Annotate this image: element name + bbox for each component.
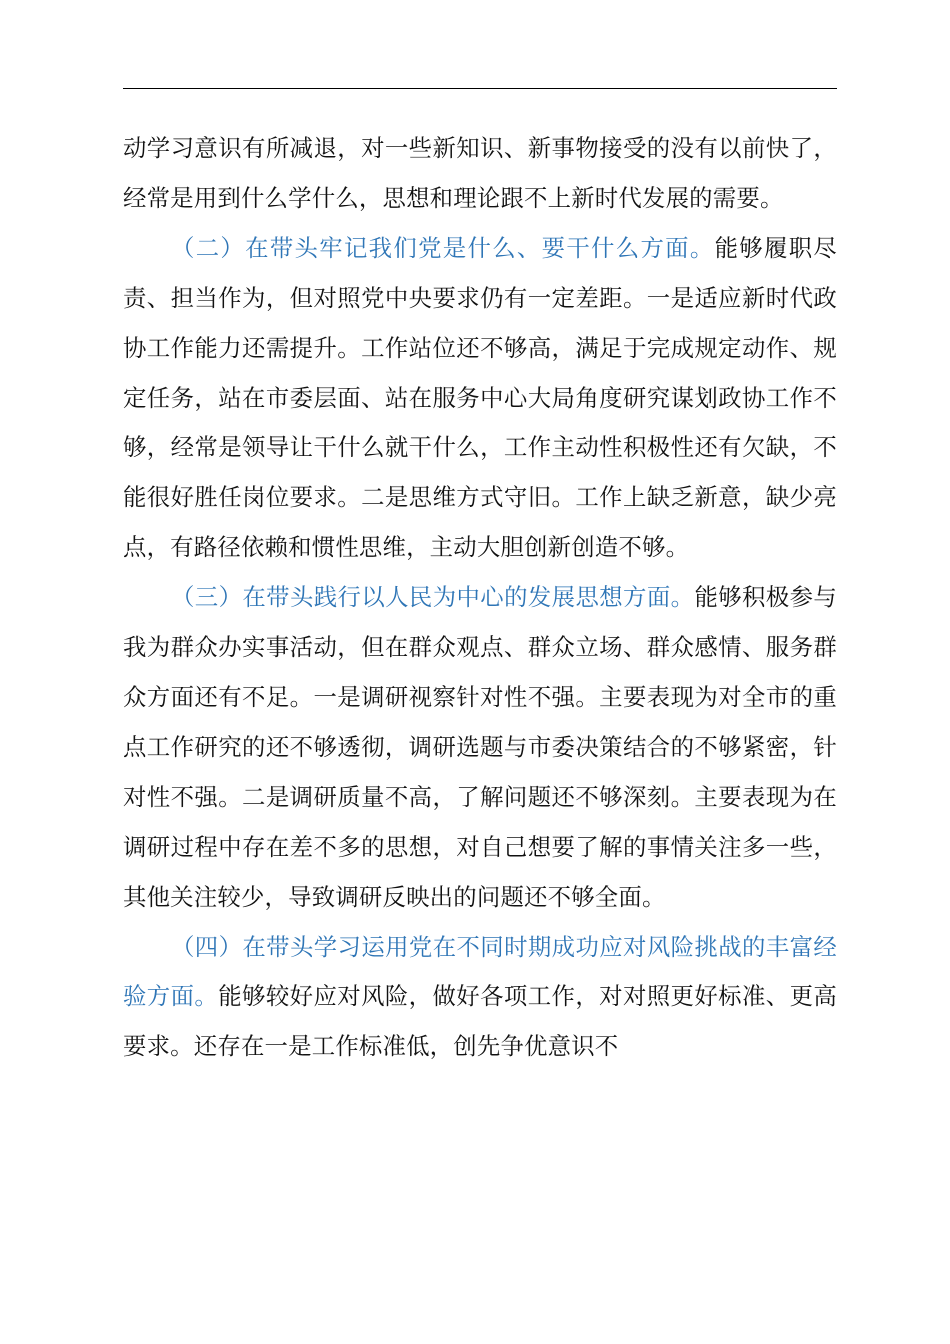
section-heading: （四）在带头学习运用党在不同时期成功应对风险挑战的丰富经验方面。 — [123, 932, 837, 1011]
paragraph-section-3 — [123, 573, 837, 922]
paragraph-section-2 — [123, 224, 837, 573]
paragraph-text: 能够履职尽责、担当作为，但对照党中央要求仍有一定差距。一是适应新时代政协工作能力还需提升。工作站位还不够高，满足于完成规定动作、规定任务，站在市委层面、站在服务中心大局角度研究谋划政协工作不够，经常是领导让干什么就干什么，工作主动性积极性还有欠缺，不能很好胜任岗位要求。二是思维方式守旧。工作上缺乏新意，缺少亮点，有路径依赖和惯性思维，主动大胆创新创造不够。 — [123, 233, 837, 562]
document-body — [123, 124, 837, 1072]
paragraph-text: 动学习意识有所减退，对一些新知识、新事物接受的没有以前快了，经常是用到什么学什么，思想和理论跟不上新时代发展的需要。 — [123, 134, 837, 212]
header-rule — [123, 88, 837, 89]
section-heading: （三）在带头践行以人民为中心的发展思想方面。 — [171, 583, 695, 612]
paragraph-text: 能够较好应对风险，做好各项工作，对对照更好标准、更高要求。还存在一是工作标准低，创先争优意识不 — [123, 982, 837, 1061]
section-heading: （二）在带头牢记我们党是什么、要干什么方面。 — [171, 233, 715, 262]
paragraph-text: 能够积极参与我为群众办实事活动，但在群众观点、群众立场、群众感情、服务群众方面还有不足。一是调研视察针对性不强。主要表现为对全市的重点工作研究的还不够透彻，调研选题与市委决策结合的不够紧密，针对性不强。二是调研质量不高，了解问题还不够深刻。主要表现为在调研过程中存在差不多的思想，对自己想要了解的事情关注多一些，其他关注较少，导致调研反映出的问题还不够全面。 — [123, 583, 837, 911]
paragraph-section-4 — [123, 923, 837, 1073]
paragraph-continuation — [123, 124, 837, 224]
